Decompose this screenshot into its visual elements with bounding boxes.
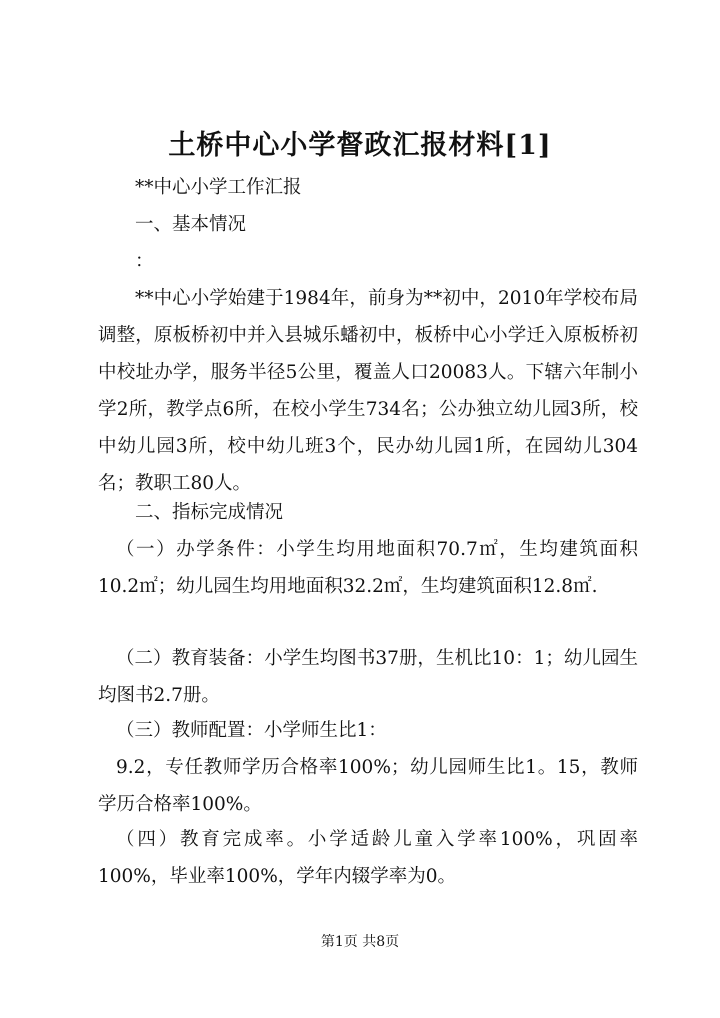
page-footer: 第1页 共8页 (320, 934, 400, 950)
paragraph-school-conditions: （一）办学条件：小学生均用地面积70.7㎡，生均建筑面积10.2㎡；幼儿园生均用地面积32.2㎡，生均建筑面积12.8㎡. (98, 539, 638, 597)
paragraph-teacher-ratio: 9.2，专任教师学历合格率100%；幼儿园师生比1。15，教师学历合格率100%。 (98, 757, 638, 815)
paragraph-teacher-config: （三）教师配置：小学师生比1： (116, 720, 387, 741)
paragraph-basic-info: **中心小学始建于1984年，前身为**初中，2010年学校布局调整，原板桥初中并入县城乐蟠初中，板桥中心小学迁入原板桥初中校址办学，服务半径5公里，覆盖人口20083人。下辖六年制小学2所，教学点6所，在校小学生734名；公办独立幼儿园3所，校中幼儿园3所，校中幼儿班3个，民办幼儿园1所，在园幼儿304名；教职工80人。 (98, 288, 638, 494)
section-heading-basic-info: 一、基本情况 (135, 214, 247, 235)
paragraph-colon: ： (135, 251, 154, 272)
document-title: 土桥中心小学督政汇报材料[1] (168, 130, 552, 161)
section-heading-indicators: 二、指标完成情况 (135, 502, 284, 523)
paragraph-report-heading: **中心小学工作汇报 (135, 177, 302, 198)
paragraph-equipment: （二）教育装备：小学生均图书37册，生机比10：1；幼儿园生均图书2.7册。 (98, 648, 638, 706)
paragraph-completion-rate: （四）教育完成率。小学适龄儿童入学率100%，巩固率100%，毕业率100%，学年内辍学率为0。 (98, 829, 638, 887)
